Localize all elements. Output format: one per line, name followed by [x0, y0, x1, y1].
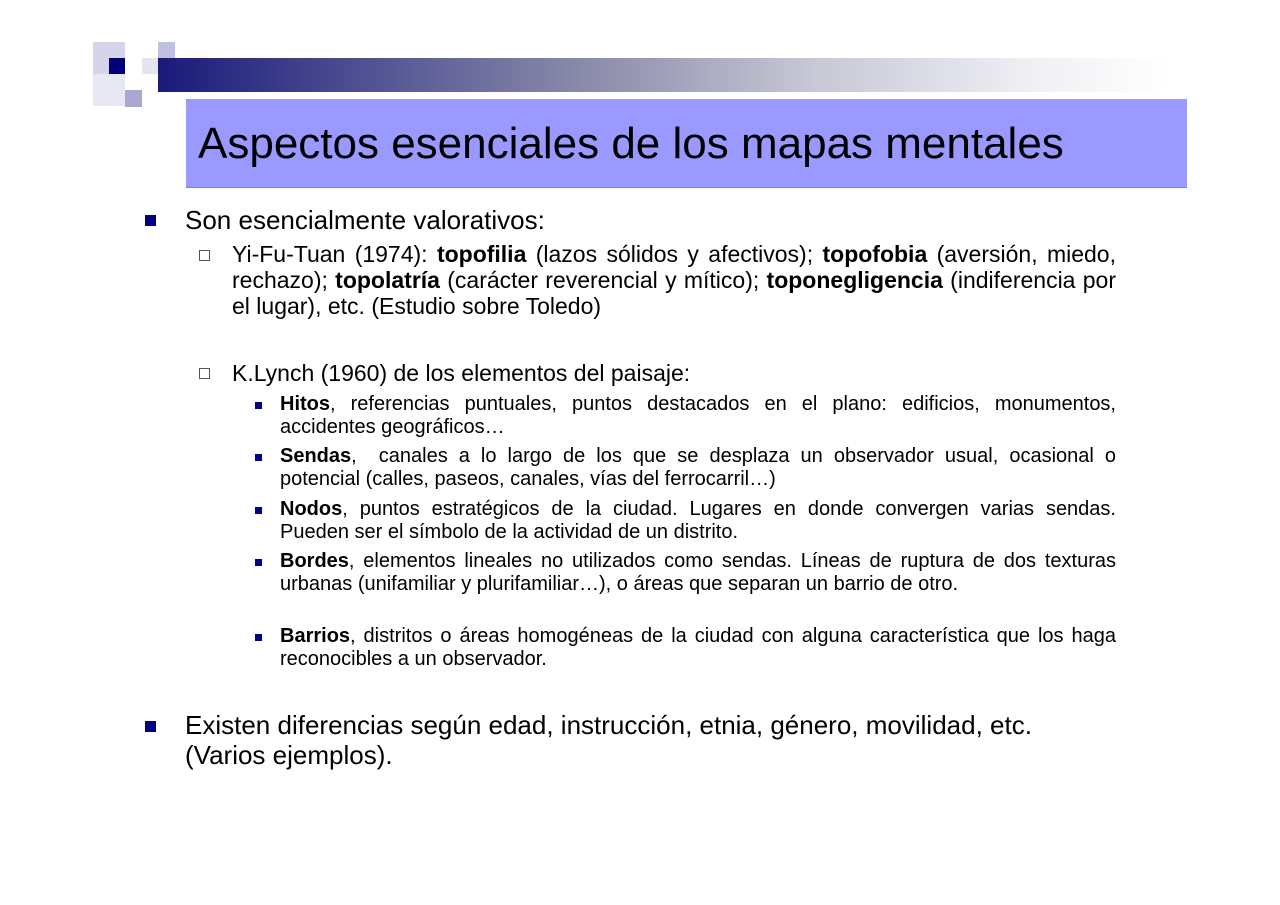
desc-hitos: , referencias puntuales, puntos destacados en el plano: edificios, monumentos, accidentes geográficos… [280, 393, 1116, 438]
bullet-small-square-icon [255, 454, 262, 461]
list-item-nodos [280, 498, 1116, 544]
list-item-sendas [280, 445, 1122, 491]
term-toponegligencia: toponegligencia [766, 267, 943, 293]
bullet-square-icon [145, 215, 156, 226]
text-run: (lazos sólidos y afectivos); [526, 241, 823, 267]
term-barrios: Barrios [280, 625, 351, 647]
bullet-small-square-icon [255, 507, 262, 514]
point-1-text: Son esencialmente valorativos: [185, 205, 545, 235]
desc-barrios: , distritos o áreas homogéneas de la ciudad con alguna característica que los haga reconocibles a un observador. [280, 625, 1116, 670]
bullet-small-square-icon [255, 559, 262, 566]
list-item-bordes [280, 550, 1116, 596]
deco-square [125, 90, 142, 107]
term-hitos: Hitos [280, 393, 330, 415]
hollow-square-icon [199, 250, 210, 261]
term-nodos: Nodos [280, 498, 343, 520]
term-sendas: Sendas [280, 445, 352, 467]
term-topofobia: topofobia [822, 241, 928, 267]
deco-square [93, 74, 125, 106]
bullet-square-icon [145, 721, 156, 732]
list-item-hitos [280, 393, 1116, 439]
subpoint-lynch: K.Lynch (1960) de los elementos del paisaje: [232, 360, 691, 386]
deco-square [158, 42, 175, 59]
text-run: (carácter reverencial y mítico); [439, 267, 767, 293]
term-bordes: Bordes [280, 550, 349, 572]
term-topofilia: topofilia [436, 241, 527, 267]
slide-title: Aspectos esenciales de los mapas mentales [198, 119, 1064, 168]
desc-nodos: , puntos estratégicos de la ciudad. Lugares en donde convergen varias sendas. Pueden ser el símbolo de la actividad de un distrito. [280, 498, 1116, 543]
subpoint-yi-fu-tuan [232, 241, 1116, 319]
point-2-text: Existen diferencias según edad, instrucción, etnia, género, movilidad, etc. (Varios ejemplos). [185, 710, 1032, 770]
bullet-small-square-icon [255, 402, 262, 409]
deco-square [142, 58, 158, 74]
desc-sendas: , canales a lo largo de los que se desplaza un observador usual, ocasional o potencial (calles, paseos, canales, vías del ferrocarril…) [280, 445, 1122, 490]
list-item-barrios [280, 625, 1116, 671]
bullet-small-square-icon [255, 634, 262, 641]
hollow-square-icon [199, 368, 210, 379]
text-run: (aversión, miedo, rechazo); [232, 241, 1116, 293]
term-topolatria: topolatría [335, 267, 440, 293]
deco-square [109, 58, 125, 74]
text-run: Yi-Fu-Tuan (1974): [232, 241, 437, 267]
text-run: (indiferencia por el lugar), etc. (Estudio sobre Toledo) [232, 267, 1117, 319]
header-gradient-bar [158, 58, 1170, 92]
desc-bordes: , elementos lineales no utilizados como sendas. Líneas de ruptura de dos texturas urbanas (unifamiliar y plurifamiliar…), o áreas que separan un barrio de otro. [280, 550, 1116, 595]
